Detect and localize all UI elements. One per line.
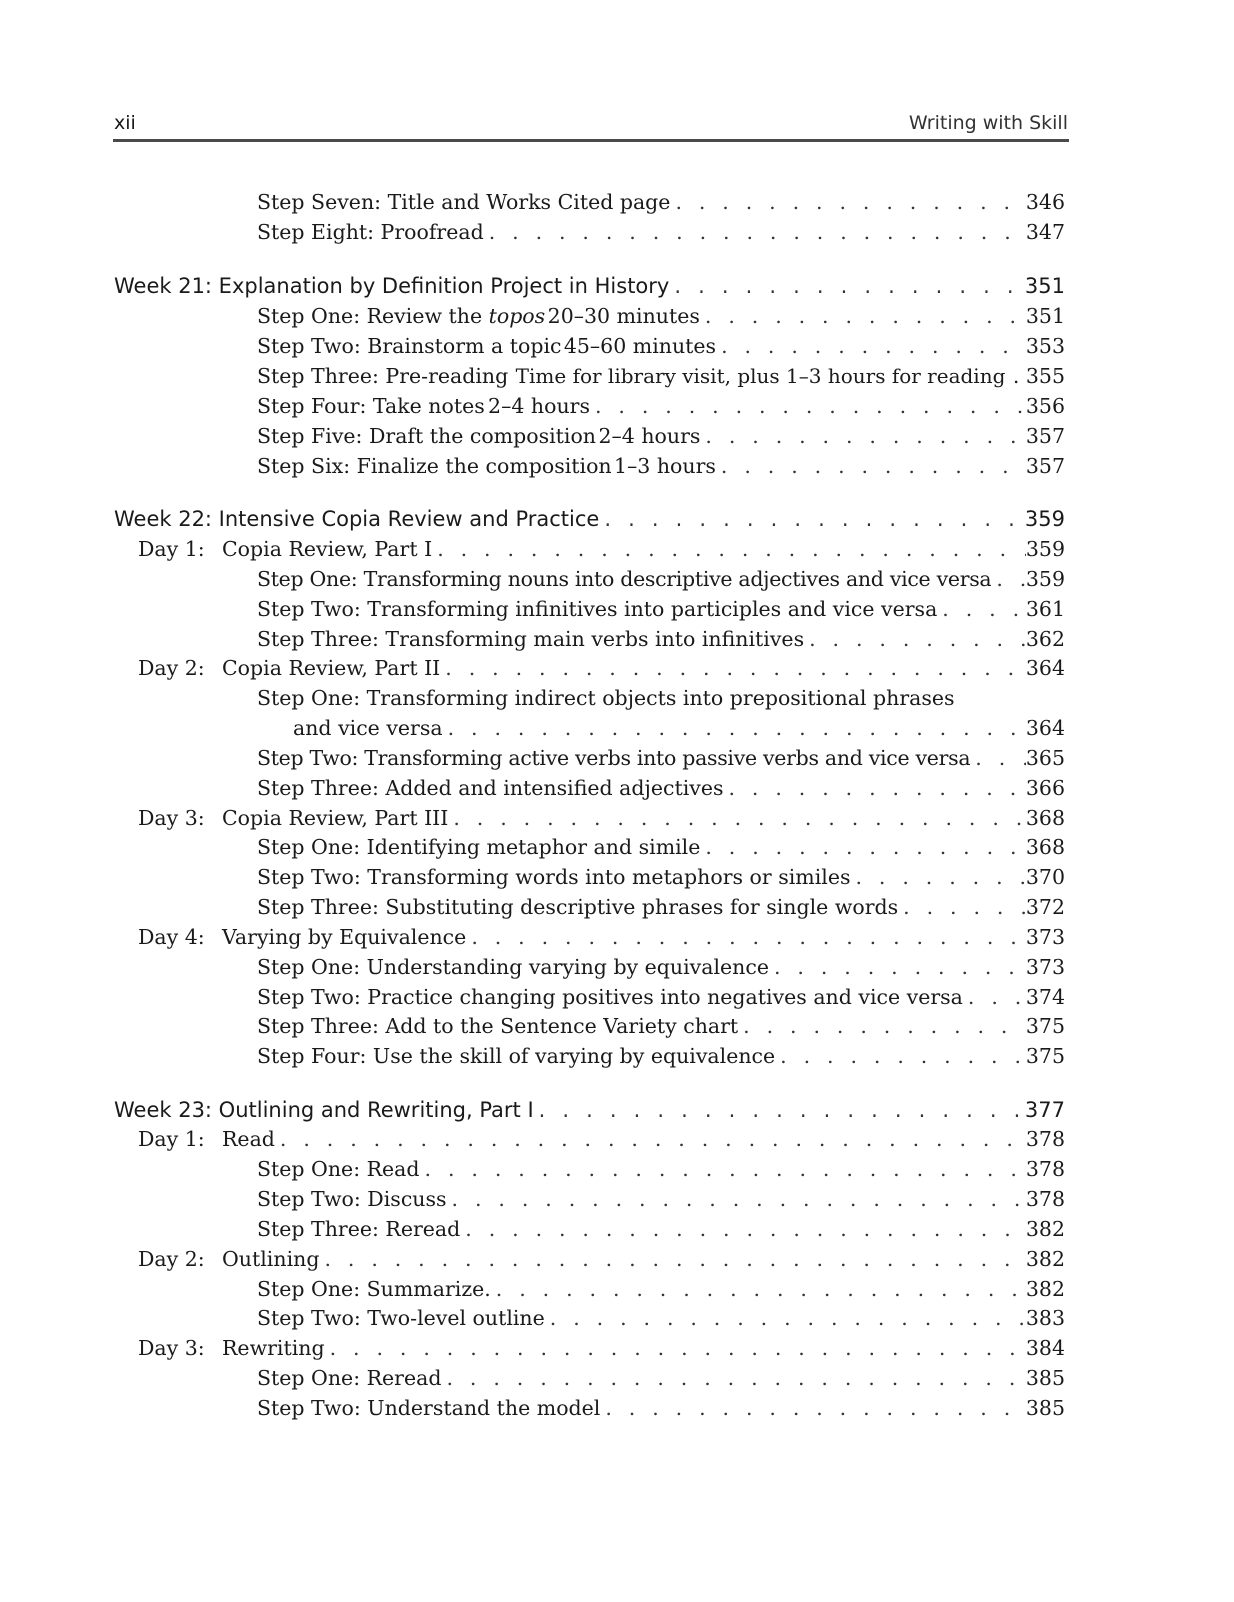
dot-leader bbox=[440, 656, 1026, 680]
entry-page: 382 bbox=[1025, 1217, 1065, 1241]
toc-step-entry[interactable] bbox=[257, 334, 1065, 364]
toc-step-entry[interactable] bbox=[257, 686, 1065, 716]
toc-day-entry[interactable] bbox=[138, 925, 1065, 955]
day-label: Day 4: bbox=[138, 925, 205, 949]
dot-leader bbox=[970, 746, 1026, 770]
dot-leader bbox=[448, 806, 1025, 830]
entry-page: . 355 bbox=[1012, 364, 1065, 388]
day-label: Day 1: bbox=[138, 1127, 205, 1151]
entry-page: 351 bbox=[1024, 274, 1065, 298]
dot-leader bbox=[991, 567, 1026, 591]
dot-leader bbox=[420, 1157, 1026, 1181]
toc-week-entry[interactable] bbox=[114, 274, 1065, 304]
entry-page: 373 bbox=[1025, 955, 1065, 979]
entry-page: 351 bbox=[1025, 304, 1065, 328]
entry-title: Step One: Transforming nouns into descriptive adjectives and vice versa bbox=[257, 567, 992, 591]
entry-time: 2–4 hours bbox=[488, 394, 590, 418]
dot-leader bbox=[716, 334, 1026, 358]
entry-page: 364 bbox=[1025, 656, 1065, 680]
entry-title: Step Five: Draft the composition bbox=[257, 424, 597, 448]
entry-page: 366 bbox=[1025, 776, 1065, 800]
toc-step-entry[interactable] bbox=[257, 597, 1065, 627]
entry-title: Step Seven: Title and Works Cited page bbox=[257, 190, 671, 214]
dot-leader bbox=[600, 1396, 1026, 1420]
entry-page: 353 bbox=[1025, 334, 1065, 358]
entry-title: Step Four: Take notes bbox=[257, 394, 485, 418]
toc-step-entry[interactable] bbox=[257, 895, 1065, 925]
toc-step-entry[interactable] bbox=[257, 985, 1065, 1015]
dot-leader bbox=[319, 1247, 1025, 1271]
toc-step-entry[interactable] bbox=[257, 1157, 1065, 1187]
week-title: Week 22: Intensive Copia Review and Practice bbox=[114, 507, 600, 531]
entry-page: 383 bbox=[1025, 1306, 1065, 1330]
day-label: Day 2: bbox=[138, 656, 205, 680]
dot-leader bbox=[804, 627, 1026, 651]
dot-leader bbox=[443, 716, 1026, 740]
entry-title: Outlining bbox=[222, 1247, 320, 1271]
dot-leader bbox=[275, 1127, 1026, 1151]
day-label: Day 3: bbox=[138, 1336, 205, 1360]
entry-title: Step Two: Discuss bbox=[257, 1187, 447, 1211]
entry-title: Step Three: Add to the Sentence Variety chart bbox=[257, 1014, 739, 1038]
dot-leader bbox=[700, 424, 1025, 448]
toc-step-entry[interactable] bbox=[257, 1187, 1065, 1217]
running-title: Writing with Skill bbox=[908, 112, 1068, 134]
toc-step-entry[interactable] bbox=[257, 1277, 1065, 1307]
entry-page: 346 bbox=[1025, 190, 1065, 214]
entry-page: 377 bbox=[1024, 1098, 1065, 1122]
entry-page: 368 bbox=[1025, 806, 1065, 830]
entry-page: 356 bbox=[1025, 394, 1065, 418]
toc-step-entry[interactable] bbox=[257, 424, 1065, 454]
entry-title: Varying by Equivalence bbox=[222, 925, 467, 949]
dot-leader bbox=[460, 1217, 1026, 1241]
toc-step-entry[interactable] bbox=[257, 1396, 1065, 1426]
dot-leader bbox=[724, 776, 1026, 800]
entry-title: Copia Review, Part II bbox=[222, 656, 441, 680]
dot-leader bbox=[491, 1277, 1026, 1301]
week-title: Week 23: Outlining and Rewriting, Part I bbox=[114, 1098, 534, 1122]
dot-leader bbox=[937, 597, 1026, 621]
dot-leader bbox=[716, 454, 1026, 478]
entry-title: Step Eight: Proofread bbox=[257, 220, 484, 244]
entry-page: 364 bbox=[1025, 716, 1065, 740]
toc-step-entry[interactable] bbox=[257, 627, 1065, 657]
entry-page: 361 bbox=[1025, 597, 1065, 621]
entry-time: 1–3 hours bbox=[613, 454, 716, 478]
toc-step-entry[interactable] bbox=[257, 304, 1065, 334]
entry-title: Step One: Transforming indirect objects into prepositional phrases bbox=[257, 686, 955, 710]
toc-step-entry[interactable] bbox=[257, 1217, 1065, 1247]
entry-title: Step Three: Added and intensified adjectives bbox=[257, 776, 724, 800]
entry-page: 357 bbox=[1025, 424, 1065, 448]
toc-step-entry[interactable] bbox=[257, 190, 1065, 220]
entry-title: Step Two: Transforming infinitives into participles and vice versa bbox=[257, 597, 938, 621]
dot-leader bbox=[898, 895, 1026, 919]
entry-title: Step Three: Reread bbox=[257, 1217, 461, 1241]
dot-leader bbox=[599, 507, 1025, 531]
entry-page: 347 bbox=[1025, 220, 1065, 244]
entry-page: 359 bbox=[1025, 537, 1065, 561]
entry-title: Step Two: Two-level outline bbox=[257, 1306, 545, 1330]
dot-leader bbox=[466, 925, 1026, 949]
entry-page: 382 bbox=[1025, 1277, 1065, 1301]
toc-week-entry[interactable] bbox=[114, 1098, 1065, 1128]
entry-title: Step Two: Transforming words into metaphors or similes bbox=[257, 865, 851, 889]
week-title: Week 21: Explanation by Definition Project in History bbox=[114, 274, 670, 298]
dot-leader bbox=[775, 1044, 1026, 1068]
toc-step-entry[interactable] bbox=[257, 1366, 1065, 1396]
toc-step-entry[interactable] bbox=[257, 364, 1065, 394]
dot-leader bbox=[484, 220, 1026, 244]
dot-leader bbox=[447, 1187, 1026, 1211]
entry-page: 385 bbox=[1025, 1366, 1065, 1390]
dot-leader bbox=[738, 1014, 1026, 1038]
entry-page: 370 bbox=[1025, 865, 1065, 889]
toc-day-entry[interactable] bbox=[138, 537, 1065, 567]
toc-step-entry[interactable] bbox=[257, 567, 1065, 597]
entry-page: 365 bbox=[1025, 746, 1065, 770]
toc-step-entry[interactable] bbox=[257, 454, 1065, 484]
toc-step-entry[interactable] bbox=[257, 394, 1065, 424]
entry-title: Step Four: Use the skill of varying by equivalence bbox=[257, 1044, 776, 1068]
entry-page: 368 bbox=[1025, 835, 1065, 859]
entry-title: Step One: Identifying metaphor and simile bbox=[257, 835, 701, 859]
toc-step-entry[interactable] bbox=[257, 220, 1065, 250]
toc-day-entry[interactable] bbox=[138, 1247, 1065, 1277]
dot-leader bbox=[700, 304, 1026, 328]
entry-page: 378 bbox=[1025, 1157, 1065, 1181]
toc-week-entry[interactable] bbox=[114, 507, 1065, 537]
entry-title: Step Three: Transforming main verbs into infinitives bbox=[257, 627, 805, 651]
page-number: xii bbox=[114, 112, 136, 134]
dot-leader bbox=[963, 985, 1026, 1009]
entry-title: Step One: Read bbox=[257, 1157, 420, 1181]
entry-title: Step Six: Finalize the composition bbox=[257, 454, 612, 478]
dot-leader bbox=[534, 1098, 1025, 1122]
toc-day-entry[interactable] bbox=[138, 1127, 1065, 1157]
entry-title: Step Two: Understand the model bbox=[257, 1396, 601, 1420]
entry-title-continued: and vice versa bbox=[293, 716, 443, 740]
toc-step-entry[interactable] bbox=[257, 1306, 1065, 1336]
entry-page: 385 bbox=[1025, 1396, 1065, 1420]
entry-time: 20–30 minutes bbox=[547, 304, 700, 328]
toc-step-entry[interactable] bbox=[257, 1014, 1065, 1044]
entry-title: Step One: Reread bbox=[257, 1366, 442, 1390]
toc-step-entry[interactable] bbox=[257, 955, 1065, 985]
entry-time: 45–60 minutes bbox=[563, 334, 717, 358]
dot-leader bbox=[700, 835, 1025, 859]
dot-leader bbox=[850, 865, 1025, 889]
toc-step-entry[interactable] bbox=[257, 746, 1065, 776]
entry-title: Step Two: Transforming active verbs into passive verbs and vice versa bbox=[257, 746, 971, 770]
entry-title: Step Two: Brainstorm a topic bbox=[257, 334, 562, 358]
entry-time: Time for library visit, plus 1–3 hours for reading bbox=[515, 364, 1006, 388]
toc-day-entry[interactable] bbox=[138, 656, 1065, 686]
day-label: Day 2: bbox=[138, 1247, 205, 1271]
dot-leader bbox=[545, 1306, 1026, 1330]
entry-title: Step Three: Pre-reading bbox=[257, 364, 509, 388]
entry-title: Read bbox=[222, 1127, 275, 1151]
entry-page: 359 bbox=[1024, 507, 1065, 531]
entry-page: 362 bbox=[1025, 627, 1065, 651]
entry-page: 382 bbox=[1025, 1247, 1065, 1271]
entry-page: 373 bbox=[1025, 925, 1065, 949]
entry-page: 378 bbox=[1025, 1187, 1065, 1211]
toc-step-entry[interactable] bbox=[257, 835, 1065, 865]
entry-title: Step Two: Practice changing positives into negatives and vice versa bbox=[257, 985, 963, 1009]
entry-page: 384 bbox=[1025, 1336, 1065, 1360]
dot-leader bbox=[769, 955, 1026, 979]
toc-step-entry[interactable] bbox=[257, 776, 1065, 806]
entry-page: 375 bbox=[1025, 1044, 1065, 1068]
day-label: Day 3: bbox=[138, 806, 205, 830]
day-label: Day 1: bbox=[138, 537, 205, 561]
toc-step-continuation[interactable] bbox=[293, 716, 1065, 746]
entry-page: 357 bbox=[1025, 454, 1065, 478]
running-header bbox=[113, 108, 1069, 142]
entry-page: 378 bbox=[1025, 1127, 1065, 1151]
toc-day-entry[interactable] bbox=[138, 1336, 1065, 1366]
toc-day-entry[interactable] bbox=[138, 806, 1065, 836]
dot-leader bbox=[670, 190, 1025, 214]
dot-leader bbox=[590, 394, 1026, 418]
entry-page: 359 bbox=[1025, 567, 1065, 591]
entry-page: 375 bbox=[1025, 1014, 1065, 1038]
entry-title: Step One: Summarize. bbox=[257, 1277, 491, 1301]
dot-leader bbox=[432, 537, 1026, 561]
toc-step-entry[interactable] bbox=[257, 1044, 1065, 1074]
entry-title: Step Three: Substituting descriptive phrases for single words bbox=[257, 895, 899, 919]
entry-page: 372 bbox=[1025, 895, 1065, 919]
dot-leader bbox=[441, 1366, 1025, 1390]
entry-time: 2–4 hours bbox=[598, 424, 701, 448]
dot-leader bbox=[325, 1336, 1026, 1360]
entry-title: Rewriting bbox=[222, 1336, 325, 1360]
toc-step-entry[interactable] bbox=[257, 865, 1065, 895]
entry-title: Copia Review, Part I bbox=[222, 537, 433, 561]
entry-title: Copia Review, Part III bbox=[222, 806, 449, 830]
entry-page: 374 bbox=[1025, 985, 1065, 1009]
entry-title: Step One: Understanding varying by equivalence bbox=[257, 955, 769, 979]
entry-title: Step One: Review the topos bbox=[257, 304, 546, 328]
dot-leader bbox=[669, 274, 1025, 298]
